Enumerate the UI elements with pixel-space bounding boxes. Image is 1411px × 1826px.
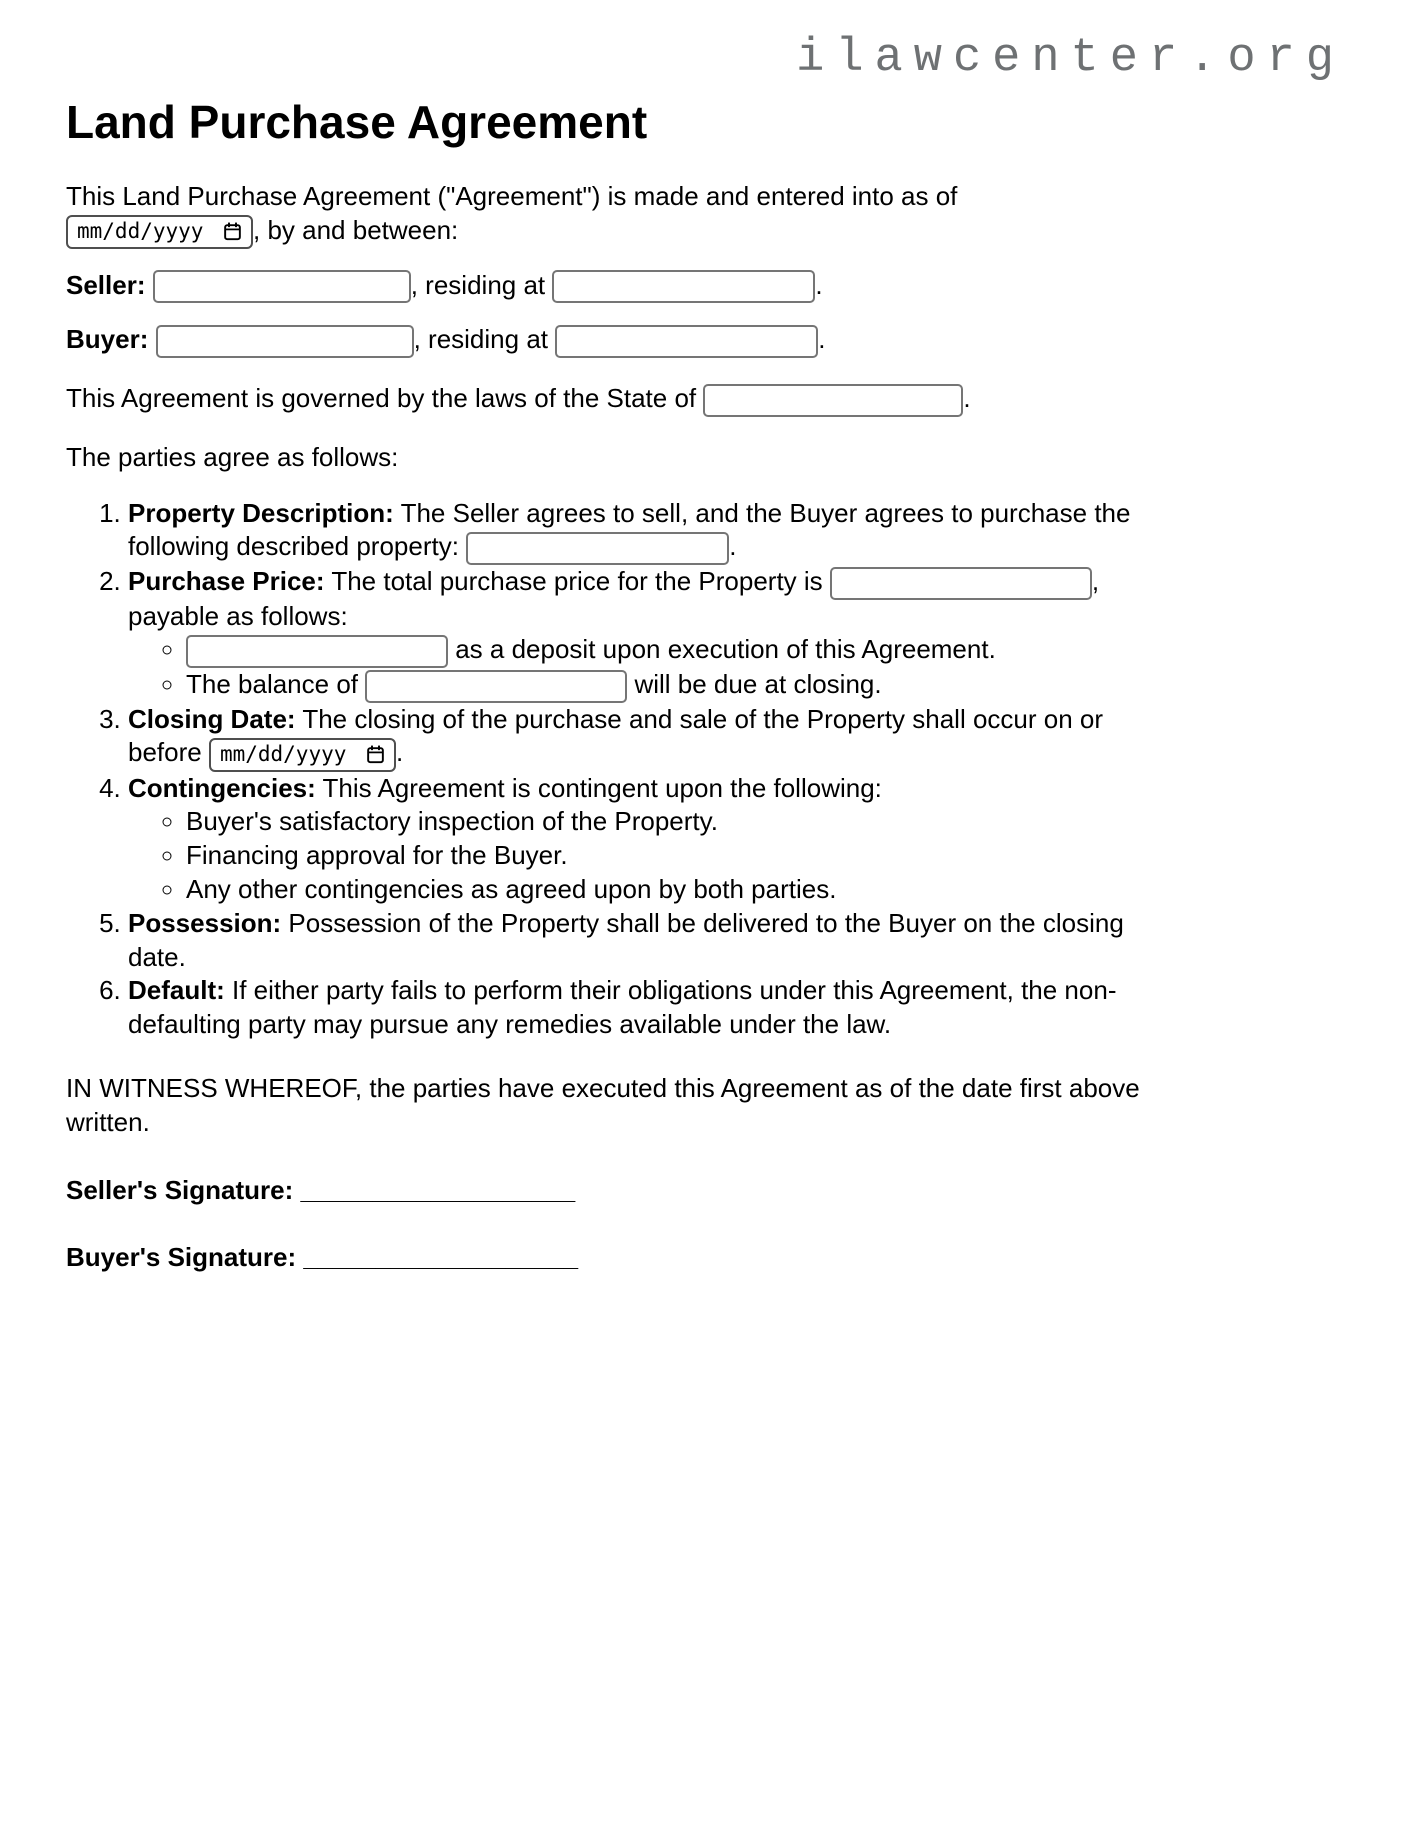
buyer-address-input[interactable]: [555, 325, 818, 358]
governing-law-text: This Agreement is governed by the laws of the State of: [66, 383, 704, 414]
page-title: Land Purchase Agreement: [66, 96, 648, 149]
payable-text: , payable as follows:: [128, 565, 1100, 631]
bullet-other: ◦ Any other contingencies as agreed upon by both parties.: [186, 873, 1158, 907]
closing-date-input[interactable]: [209, 738, 396, 772]
governing-law-period: .: [963, 383, 971, 414]
purchase-price-text: The total purchase price for the Property is: [324, 565, 830, 596]
default-lead: Default:: [128, 975, 225, 1006]
deposit-amount-input[interactable]: [186, 635, 448, 668]
balance-amount-input[interactable]: [365, 670, 627, 703]
state-input[interactable]: [703, 384, 963, 417]
deposit-text: as a deposit upon execution of this Agreement.: [448, 634, 996, 665]
buyer-label: Buyer:: [66, 324, 149, 355]
calendar-icon[interactable]: [222, 221, 243, 242]
possession-text: Possession of the Property shall be delivered to the Buyer on the closing date.: [128, 907, 1124, 972]
buyer-signature-line: Buyer's Signature: ___________________: [66, 1242, 579, 1273]
site-watermark: ilawcenter.org: [796, 32, 1345, 85]
witness-paragraph: IN WITNESS WHEREOF, the parties have executed this Agreement as of the date first above written.: [66, 1072, 1140, 1137]
calendar-icon[interactable]: [365, 744, 386, 765]
buyer-name-input[interactable]: [156, 325, 414, 358]
bullet-deposit: [186, 633, 1158, 668]
seller-row: [66, 269, 1345, 304]
seller-residing-text: , residing at: [410, 269, 553, 300]
seller-period: .: [815, 269, 823, 300]
seller-label: Seller:: [66, 269, 146, 300]
default-text: If either party fails to perform their obligations under this Agreement, the non-defaulting party may pursue any remedies available under the law.: [128, 975, 1117, 1040]
seller-address-input[interactable]: [552, 270, 815, 303]
balance-text-after: will be due at closing.: [627, 669, 882, 699]
list-item-possession: [128, 907, 1158, 975]
agree-intro: The parties agree as follows:: [66, 441, 399, 472]
buyer-residing-text: , residing at: [413, 324, 556, 355]
bullet-inspection: ◦ Buyer's satisfactory inspection of the Property.: [186, 805, 1158, 839]
agreement-date-input[interactable]: [66, 215, 253, 249]
balance-text-before: The balance of: [186, 669, 366, 699]
contingencies-text: This Agreement is contingent upon the following:: [315, 772, 882, 803]
intro-text-line2: , by and between:: [253, 214, 459, 245]
closing-date-text: The closing of the purchase and sale of the Property shall occur on or before: [128, 703, 1104, 768]
governing-law-paragraph: [66, 382, 1345, 417]
buyer-period: .: [818, 324, 826, 355]
seller-name-input[interactable]: [153, 270, 411, 303]
closing-date-placeholder: mm/dd/yyyy: [219, 741, 347, 766]
property-description-input[interactable]: [466, 532, 729, 565]
closing-date-lead: Closing Date:: [128, 703, 296, 734]
property-description-lead: Property Description:: [128, 497, 394, 528]
payment-sublist: [128, 633, 1158, 702]
purchase-price-input[interactable]: [830, 567, 1092, 600]
possession-lead: Possession:: [128, 907, 282, 938]
bullet-financing: ◦ Financing approval for the Buyer.: [186, 839, 1158, 873]
purchase-price-lead: Purchase Price:: [128, 565, 325, 596]
contingencies-sublist: [128, 805, 1158, 906]
seller-signature-line: Seller's Signature: ___________________: [66, 1174, 576, 1205]
property-description-text: The Seller agrees to sell, and the Buyer agrees to purchase the following described property:: [128, 497, 1131, 562]
list-item-purchase-price: [128, 565, 1158, 703]
terms-list: [66, 497, 1158, 1042]
list-item-property-description: [128, 497, 1158, 565]
list-item-closing-date: [128, 703, 1158, 772]
intro-text-line1: This Land Purchase Agreement ("Agreement") is made and entered into as of: [66, 180, 958, 211]
buyer-row: [66, 323, 1345, 358]
list-item-contingencies: [128, 772, 1158, 907]
list-item-default: [128, 974, 1158, 1042]
closing-date-period: .: [395, 737, 404, 768]
property-description-period: .: [729, 531, 737, 562]
contingencies-lead: Contingencies:: [128, 772, 316, 803]
bullet-balance: [186, 668, 1158, 703]
agreement-date-placeholder: mm/dd/yyyy: [77, 219, 204, 244]
intro-paragraph: [66, 180, 1345, 249]
